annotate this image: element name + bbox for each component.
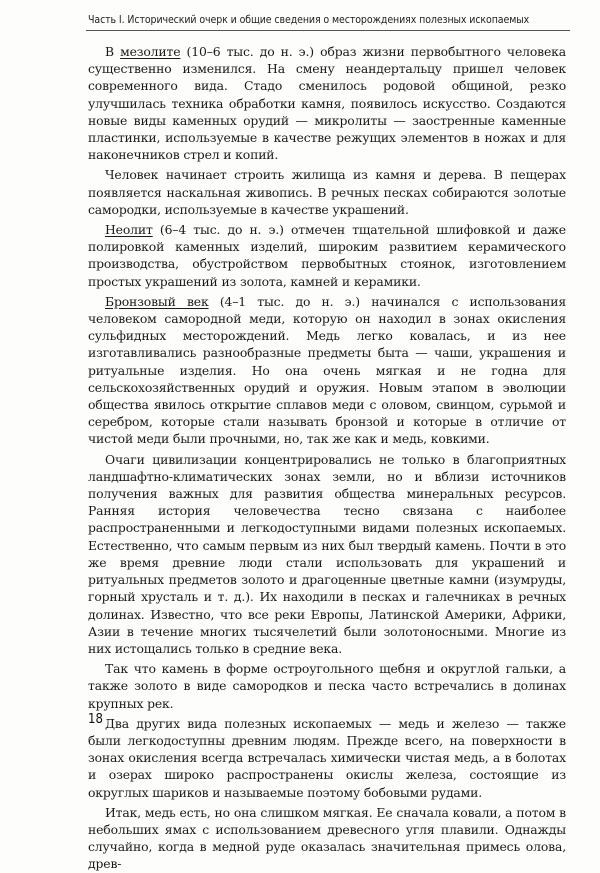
page-number: 18	[88, 712, 103, 727]
paragraph: Неолит (6–4 тыс. до н. э.) отмечен тщательной шлифовкой и даже полировкой каменных изделий, широким развитием керамического производства, обустройством первобытных стоянок, изготовлением простых украшений из золота, камней и керамики.	[88, 222, 566, 289]
paragraph: В мезолите (10–6 тыс. до н. э.) образ жизни первобытного человека существенно изменился. На смену неандертальцу пришел человек современного вида. Стадо сменилось родовой общиной, резко улучшилась техника обработки камня, появилось искусство. Создаются новые виды каменных орудий — микролиты — заостренные каменные пластинки, используемые в качестве режущих элементов в ножах и для наконечников стрел и копий.	[88, 44, 566, 163]
paragraph: Бронзовый век (4–1 тыс. до н. э.) начинался с использования человеком самородной меди, которую он находил в зонах окисления сульфидных месторождений. Медь легко ковалась, и из нее изготавливались разнообразные предметы быта — чаши, украшения и ритуальные изделия. Но она очень мягкая и не годна для сельскохозяйственных орудий и оружия. Новым этапом в эволюции общества явилось открытие сплавов меди с оловом, свинцом, сурьмой и серебром, которые стали называть бронзой и которые в отличие от чистой меди были прочными, но, так же как и медь, ковкими.	[88, 293, 566, 447]
header-rule	[86, 30, 570, 31]
running-header: Часть I. Исторический очерк и общие сведения о месторождениях полезных ископаемых	[88, 14, 530, 26]
term-mesolithic: мезолите	[120, 44, 181, 59]
paragraph: Два других вида полезных ископаемых — медь и железо — также были легкодоступны древним людям. Прежде всего, на поверхности в зонах окисления всегда встречалась химически чистая медь, а в болотах и озерах широко распространены окислы железа, состоящие из округлых шариков и называемые поэтому бобовыми рудами.	[88, 715, 566, 800]
paragraph: Итак, медь есть, но она слишком мягкая. Ее сначала ковали, а потом в небольших ямах с использованием древесного угля плавили. Однажды случайно, когда в медной руде оказалась значительная примесь олова, древ-	[88, 804, 566, 872]
paragraph: Так что камень в форме остроугольного щебня и округлой гальки, а также золото в виде самородков и песка часто встречались в долинах крупных рек.	[88, 661, 566, 711]
term-bronze-age: Бронзовый век	[105, 293, 209, 309]
body-text	[88, 43, 566, 873]
term-neolithic: Неолит	[105, 222, 153, 238]
paragraph: Очаги цивилизации концентрировались не только в благоприятных ландшафтно-климатических зонах земли, но и вблизи источников получения важных для развития общества минеральных ресурсов. Ранняя история человечества тесно связана с наиболее распространенными и легкодоступными видами полезных ископаемых. Естественно, что самым первым из них был твердый камень. Почти в это же время древние люди стали использовать для украшений и ритуальных предметов золото и драгоценные цветные камни (изумруды, горный хрусталь и т. д.). Их находили в песках и галечниках в речных долинах. Известно, что все реки Европы, Латинской Америки, Африки, Азии в течение многих тысячелетий были золотоносными. Многие из них истощались только в средние века.	[88, 451, 566, 656]
paragraph: Человек начинает строить жилища из камня и дерева. В пещерах появляется наскальная живопись. В речных песках собираются золотые самородки, используемые в качестве украшений.	[88, 167, 566, 217]
